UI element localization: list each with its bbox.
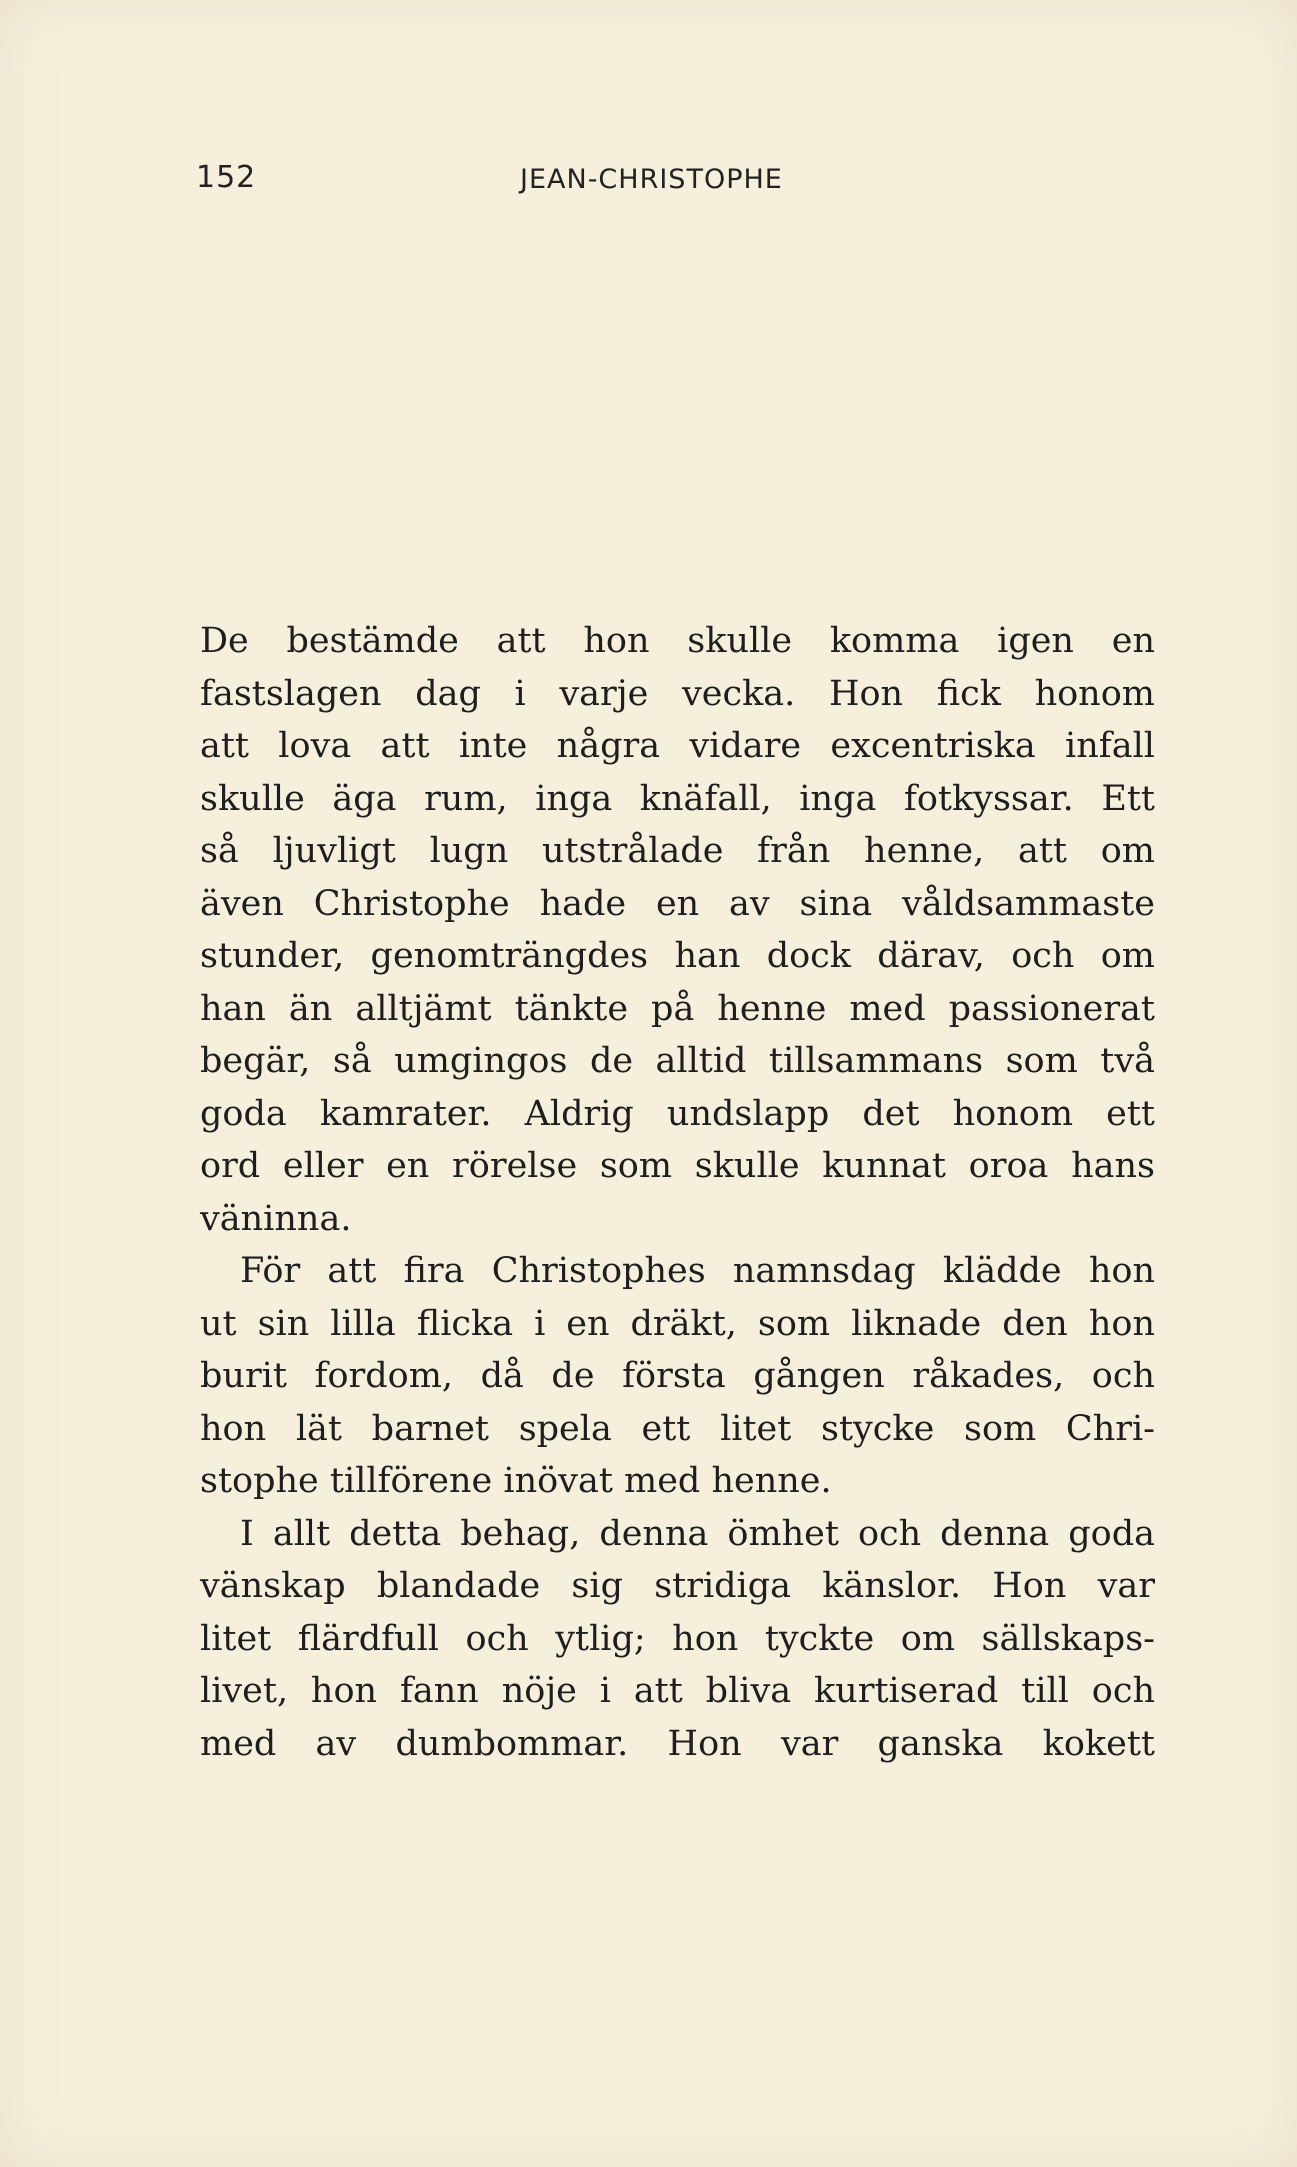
text-line: hon lät barnet spela ett litet stycke som Chri- [200,1408,1155,1449]
body-text [200,615,1155,1770]
text-line: ut sin lilla flicka i en dräkt, som liknade den hon [200,1303,1155,1344]
text-line: så ljuvligt lugn utstrålade från henne, att om [200,831,1155,871]
text-line: burit fordom, då de första gången råkades, och [200,1356,1155,1396]
text-line: även Christophe hade en av sina våldsammaste [200,883,1155,924]
text-line: litet flärdfull och ytlig; hon tyckte om sällskaps- [200,1618,1155,1659]
text-line: De bestämde att hon skulle komma igen en [200,621,1155,661]
text-line: stophe tillförene inövat med henne. [200,1461,832,1501]
text-line: stunder, genomträngdes han dock därav, och om [200,936,1155,976]
page-header [0,160,1297,200]
running-head: JEAN-CHRISTOPHE [520,164,783,195]
text-line: fastslagen dag i varje vecka. Hon fick honom [200,673,1155,714]
text-line: För att fira Christophes namnsdag klädde hon [240,1251,1155,1291]
text-line: skulle äga rum, inga knäfall, inga fotkyssar. Ett [200,778,1155,819]
text-line: ord eller en rörelse som skulle kunnat oroa hans [200,1146,1155,1186]
text-line: väninna. [200,1198,352,1239]
text-line: livet, hon fann nöje i att bliva kurtiserad till och [200,1671,1155,1711]
text-line: goda kamrater. Aldrig undslapp det honom ett [200,1093,1155,1134]
text-line: I allt detta behag, denna ömhet och denna goda [240,1513,1155,1554]
text-line: med av dumbommar. Hon var ganska kokett [200,1723,1155,1764]
text-line: vänskap blandade sig stridiga känslor. Hon var [200,1566,1155,1606]
page-number: 152 [196,160,257,195]
text-line: han än alltjämt tänkte på henne med passionerat [200,988,1155,1029]
text-line: begär, så umgingos de alltid tillsammans som två [200,1041,1155,1081]
text-line: att lova att inte några vidare excentriska infall [200,726,1155,766]
